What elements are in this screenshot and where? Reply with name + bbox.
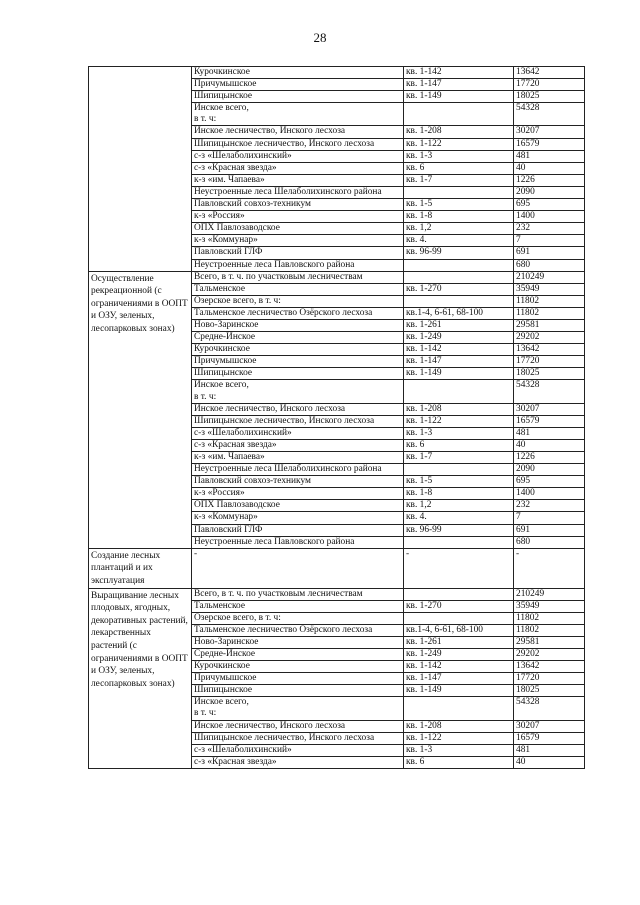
quarters-cell [404, 697, 514, 720]
quarters-cell: кв. 6 [404, 439, 514, 451]
area-cell: 40 [514, 439, 585, 451]
quarters-cell: кв. 1-3 [404, 150, 514, 162]
area-cell: 1400 [514, 488, 585, 500]
quarters-cell: кв. 1-149 [404, 685, 514, 697]
forestry-name-cell: Озерское всего, в т. ч: [192, 612, 404, 624]
quarters-cell: кв. 1-261 [404, 636, 514, 648]
quarters-cell [404, 464, 514, 476]
forestry-name-cell: Тальменское [192, 283, 404, 295]
forestry-name-cell: Шипицынское [192, 368, 404, 380]
activity-cell: Создание лесных плантаций и их эксплуатация [89, 548, 192, 588]
quarters-cell: кв. 4. [404, 235, 514, 247]
forestry-name-cell: ОПХ Павлозаводское [192, 223, 404, 235]
quarters-cell: кв. 6 [404, 162, 514, 174]
forestry-name-cell: Инское лесничество, Инского лесхоза [192, 403, 404, 415]
area-cell: 35949 [514, 600, 585, 612]
quarters-cell: кв. 1-208 [404, 720, 514, 732]
quarters-cell [404, 259, 514, 271]
area-cell: 481 [514, 427, 585, 439]
forestry-name-cell: Инское лесничество, Инского лесхоза [192, 126, 404, 138]
forestry-name-cell: Шипицынское [192, 91, 404, 103]
forestry-name-cell: Павловский ГЛФ [192, 247, 404, 259]
forestry-name-cell: ОПХ Павлозаводское [192, 500, 404, 512]
forestry-name-cell: с-з «Красная звезда» [192, 439, 404, 451]
area-cell: 481 [514, 150, 585, 162]
area-cell: 30207 [514, 720, 585, 732]
forestry-name-cell: Средне-Инское [192, 649, 404, 661]
area-cell: 481 [514, 744, 585, 756]
forestry-name-cell: с-з «Красная звезда» [192, 162, 404, 174]
area-cell: 16579 [514, 415, 585, 427]
area-cell: 17720 [514, 673, 585, 685]
table-row [89, 548, 585, 588]
forestry-name-cell: Шипицынское [192, 685, 404, 697]
area-cell: 680 [514, 536, 585, 548]
forestry-name-cell: к-з «им. Чапаева» [192, 452, 404, 464]
area-cell: 13642 [514, 67, 585, 79]
area-cell: 11802 [514, 612, 585, 624]
quarters-cell: кв. 1-149 [404, 368, 514, 380]
area-cell: 13642 [514, 661, 585, 673]
forestry-name-cell: Инское всего, в т. ч: [192, 380, 404, 403]
area-cell: 695 [514, 476, 585, 488]
area-cell: 2090 [514, 186, 585, 198]
page-number: 28 [313, 30, 327, 45]
quarters-cell: кв. 1-149 [404, 91, 514, 103]
forestry-name-cell: Неустроенные леса Павловского района [192, 259, 404, 271]
quarters-cell [404, 536, 514, 548]
forestry-name-cell: Павловский ГЛФ [192, 524, 404, 536]
area-cell: 232 [514, 500, 585, 512]
quarters-cell: кв. 4. [404, 512, 514, 524]
area-cell: 11802 [514, 307, 585, 319]
area-cell: 16579 [514, 732, 585, 744]
forestry-name-cell: Неустроенные леса Шелаболихинского района [192, 186, 404, 198]
area-cell: 40 [514, 162, 585, 174]
quarters-cell: кв. 1-7 [404, 452, 514, 464]
forestry-name-cell: с-з «Шелаболихинский» [192, 150, 404, 162]
forestry-name-cell: Шипицынское лесничество, Инского лесхоза [192, 732, 404, 744]
forestry-name-cell: Озерское всего, в т. ч: [192, 295, 404, 307]
area-cell: 11802 [514, 295, 585, 307]
forestry-name-cell: Инское лесничество, Инского лесхоза [192, 720, 404, 732]
forest-use-table [88, 66, 585, 769]
area-cell: 18025 [514, 91, 585, 103]
quarters-cell: кв. 1-3 [404, 427, 514, 439]
forestry-name-cell: Инское всего, в т. ч: [192, 103, 404, 126]
quarters-cell [404, 380, 514, 403]
activity-cell: Выращивание лесных плодовых, ягодных, декоративных растений, лекарственных растений (с ограничениями в ООПТ и ОЗУ, зеленых, лесопарковых зонах) [89, 588, 192, 768]
forestry-name-cell: к-з «Россия» [192, 211, 404, 223]
forestry-name-cell: Причумышское [192, 673, 404, 685]
forestry-name-cell: Тальменское [192, 600, 404, 612]
quarters-cell: кв. 96-99 [404, 524, 514, 536]
forestry-name-cell: Ново-Заринское [192, 636, 404, 648]
area-cell: 17720 [514, 79, 585, 91]
area-cell: 30207 [514, 126, 585, 138]
area-cell: 16579 [514, 138, 585, 150]
area-cell: 680 [514, 259, 585, 271]
forestry-name-cell: к-з «Россия» [192, 488, 404, 500]
forestry-name-cell: Инское всего, в т. ч: [192, 697, 404, 720]
quarters-cell: кв. 1-147 [404, 79, 514, 91]
area-cell: 29202 [514, 649, 585, 661]
quarters-cell: кв. 1,2 [404, 223, 514, 235]
quarters-cell: кв. 1-122 [404, 138, 514, 150]
area-cell: 54328 [514, 103, 585, 126]
area-cell: 691 [514, 247, 585, 259]
quarters-cell [404, 186, 514, 198]
area-cell: 29581 [514, 319, 585, 331]
area-cell: 29581 [514, 636, 585, 648]
quarters-cell: кв. 1-142 [404, 661, 514, 673]
area-cell: 232 [514, 223, 585, 235]
forestry-name-cell: Тальменское лесничество Озёрского лесхоза [192, 307, 404, 319]
quarters-cell: кв. 1-208 [404, 403, 514, 415]
area-cell: 695 [514, 199, 585, 211]
quarters-cell: кв. 1-147 [404, 673, 514, 685]
forest-use-table-body [89, 67, 585, 769]
activity-cell [89, 67, 192, 272]
forestry-name-cell: к-з «им. Чапаева» [192, 174, 404, 186]
quarters-cell [404, 103, 514, 126]
area-cell: 35949 [514, 283, 585, 295]
forestry-name-cell: Павловский совхоз-техникум [192, 199, 404, 211]
quarters-cell: кв. 1-270 [404, 283, 514, 295]
activity-cell: Осуществление рекреационной (с ограничениями в ООПТ и ОЗУ, зеленых, лесопарковых зонах) [89, 271, 192, 548]
quarters-cell: кв. 1-270 [404, 600, 514, 612]
area-cell: 29202 [514, 332, 585, 344]
area-cell: 691 [514, 524, 585, 536]
area-cell: 18025 [514, 368, 585, 380]
quarters-cell: кв.1-4, 6-61, 68-100 [404, 307, 514, 319]
area-cell: 18025 [514, 685, 585, 697]
quarters-cell [404, 588, 514, 600]
quarters-cell: - [404, 548, 514, 588]
quarters-cell: кв. 1-122 [404, 415, 514, 427]
quarters-cell [404, 271, 514, 283]
table-row [89, 67, 585, 79]
quarters-cell [404, 295, 514, 307]
table-row [89, 271, 585, 283]
forestry-name-cell: Всего, в т. ч. по участковым лесничествам [192, 271, 404, 283]
quarters-cell: кв. 1-142 [404, 344, 514, 356]
forestry-name-cell: Курочкинское [192, 661, 404, 673]
area-cell: 54328 [514, 697, 585, 720]
forestry-name-cell: с-з «Шелаболихинский» [192, 427, 404, 439]
forestry-name-cell: Курочкинское [192, 67, 404, 79]
area-cell: 17720 [514, 356, 585, 368]
forestry-name-cell: к-з «Коммунар» [192, 512, 404, 524]
table-row [89, 588, 585, 600]
area-cell: 54328 [514, 380, 585, 403]
forestry-name-cell: Неустроенные леса Павловского района [192, 536, 404, 548]
area-cell: 2090 [514, 464, 585, 476]
forestry-name-cell: Неустроенные леса Шелаболихинского района [192, 464, 404, 476]
quarters-cell: кв. 1-8 [404, 211, 514, 223]
area-cell: 1226 [514, 452, 585, 464]
quarters-cell: кв. 1-5 [404, 199, 514, 211]
area-cell: 40 [514, 756, 585, 768]
quarters-cell: кв. 1-261 [404, 319, 514, 331]
forestry-name-cell: Шипицынское лесничество, Инского лесхоза [192, 138, 404, 150]
forestry-name-cell: Шипицынское лесничество, Инского лесхоза [192, 415, 404, 427]
quarters-cell: кв. 96-99 [404, 247, 514, 259]
quarters-cell: кв. 1-3 [404, 744, 514, 756]
forestry-name-cell: Причумышское [192, 356, 404, 368]
area-cell: 210249 [514, 588, 585, 600]
forestry-name-cell: Средне-Инское [192, 332, 404, 344]
forestry-name-cell: - [192, 548, 404, 588]
quarters-cell [404, 612, 514, 624]
area-cell: - [514, 548, 585, 588]
forestry-name-cell: Ново-Заринское [192, 319, 404, 331]
area-cell: 30207 [514, 403, 585, 415]
quarters-cell: кв. 6 [404, 756, 514, 768]
quarters-cell: кв. 1-7 [404, 174, 514, 186]
area-cell: 1400 [514, 211, 585, 223]
quarters-cell: кв. 1-142 [404, 67, 514, 79]
quarters-cell: кв. 1-208 [404, 126, 514, 138]
forestry-name-cell: с-з «Шелаболихинский» [192, 744, 404, 756]
quarters-cell: кв. 1-8 [404, 488, 514, 500]
forestry-name-cell: Причумышское [192, 79, 404, 91]
forestry-name-cell: Курочкинское [192, 344, 404, 356]
area-cell: 7 [514, 235, 585, 247]
forestry-name-cell: с-з «Красная звезда» [192, 756, 404, 768]
quarters-cell: кв. 1-249 [404, 649, 514, 661]
area-cell: 11802 [514, 624, 585, 636]
quarters-cell: кв. 1-249 [404, 332, 514, 344]
quarters-cell: кв. 1,2 [404, 500, 514, 512]
forestry-name-cell: Павловский совхоз-техникум [192, 476, 404, 488]
area-cell: 1226 [514, 174, 585, 186]
forestry-name-cell: Всего, в т. ч. по участковым лесничествам [192, 588, 404, 600]
quarters-cell: кв.1-4, 6-61, 68-100 [404, 624, 514, 636]
area-cell: 210249 [514, 271, 585, 283]
area-cell: 13642 [514, 344, 585, 356]
forestry-name-cell: Тальменское лесничество Озёрского лесхоза [192, 624, 404, 636]
area-cell: 7 [514, 512, 585, 524]
quarters-cell: кв. 1-147 [404, 356, 514, 368]
quarters-cell: кв. 1-122 [404, 732, 514, 744]
forestry-name-cell: к-з «Коммунар» [192, 235, 404, 247]
quarters-cell: кв. 1-5 [404, 476, 514, 488]
